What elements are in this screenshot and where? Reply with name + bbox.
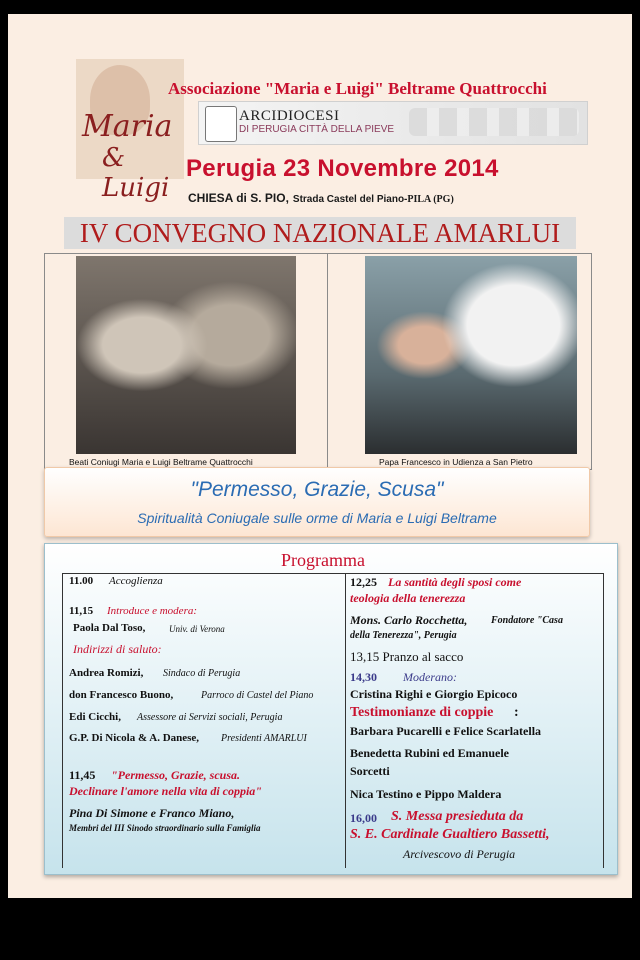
location-church: CHIESA di S. PIO, xyxy=(188,191,289,205)
program-top-rule xyxy=(63,573,603,574)
moderators-names xyxy=(350,687,517,702)
moderator-role: Univ. di Verona xyxy=(169,624,225,634)
arcidiocesi-title: ARCIDIOCESI xyxy=(239,108,340,124)
association-logo xyxy=(76,59,184,203)
greeting-2-role: Parroco di Castel del Piano xyxy=(201,690,314,701)
right-t2-label: Moderano: xyxy=(403,670,457,684)
left-t3-title-2: Declinare l'amore nella vita di coppia" xyxy=(69,784,262,798)
location-place: PILA (PG) xyxy=(407,194,454,205)
left-t1-time: 11.00 xyxy=(69,575,94,587)
association-name: Associazione "Maria e Luigi" Beltrame Quattrocchi xyxy=(168,79,547,98)
speakers-names: Pina Di Simone e Franco Miano, xyxy=(69,806,235,820)
speaker-name: Mons. Carlo Rocchetta, xyxy=(350,613,468,627)
convention-title: IV CONVEGNO NAZIONALE AMARLUI xyxy=(64,217,576,249)
greeting-1-role: Sindaco di Perugia xyxy=(163,668,241,679)
event-date: Perugia 23 Novembre 2014 xyxy=(186,155,499,182)
program-column-divider xyxy=(345,573,346,868)
speaker-role-2: della Tenerezza", Perugia xyxy=(350,630,457,641)
right-t1-time: 12,25 xyxy=(350,575,377,589)
right-t2-time: 14,30 xyxy=(350,670,377,684)
greetings-label: Indirizzi di saluto: xyxy=(73,642,162,656)
arcidiocesi-banner xyxy=(198,101,588,145)
logo-text-luigi: & Luigi xyxy=(102,143,170,203)
couple-photo-caption: Beati Coniugi Maria e Luigi Beltrame Quattrocchi xyxy=(69,457,253,467)
right-t3-time: 16,00 xyxy=(350,811,377,825)
diocese-seal-icon xyxy=(205,106,237,142)
cardinal-role: Arcivescovo di Perugia xyxy=(403,847,516,861)
left-t1-label: Accoglienza xyxy=(109,575,163,587)
couple-3: Nica Testino e Pippo Maldera xyxy=(350,787,502,801)
right-t1-title-2: teologia della tenerezza xyxy=(350,591,466,605)
greeting-4-role: Presidenti AMARLUI xyxy=(221,733,307,744)
greeting-3-name: Edi Cicchi, xyxy=(69,711,121,723)
pope-photo-caption: Papa Francesco in Udienza a San Pietro xyxy=(379,457,533,467)
motto-title: "Permesso, Grazie, Scusa" xyxy=(190,478,444,501)
greeting-4-name: G.P. Di Nicola & A. Danese, xyxy=(69,732,200,744)
motto-box xyxy=(44,467,590,537)
greeting-2-name: don Francesco Buono, xyxy=(69,689,174,701)
motto-subtitle: Spiritualità Coniugale sulle orme di Maria e Luigi Beltrame xyxy=(137,510,497,526)
photo-panel xyxy=(44,253,592,470)
moderator-name: Paola Dal Toso, xyxy=(73,622,146,634)
couple-2-line-1: Benedetta Rubini ed Emanuele xyxy=(350,746,510,760)
left-t3-title-1: "Permesso, Grazie, scusa. xyxy=(111,768,240,782)
photo-divider xyxy=(327,254,328,469)
testimony-label: Testimonianze di coppie xyxy=(350,705,494,720)
arcidiocesi-subtitle: DI PERUGIA CITTÀ DELLA PIEVE xyxy=(239,124,395,135)
pope-photo xyxy=(365,256,577,454)
speakers-role: Membri del III Sinodo straordinario sulla Famiglia xyxy=(69,823,261,833)
speaker-role-1: Fondatore "Casa xyxy=(491,615,563,626)
right-t1-title-1: La santità degli sposi come xyxy=(388,575,522,589)
couple-1: Barbara Pucarelli e Felice Scarlatella xyxy=(350,724,542,738)
logo-text-maria: Maria xyxy=(82,109,173,144)
program-grid xyxy=(62,573,604,868)
left-t3-time: 11,45 xyxy=(69,768,96,782)
city-skyline-decoration xyxy=(409,108,579,136)
couple-2-line-2: Sorcetti xyxy=(350,764,390,778)
cardinal-name: S. E. Cardinale Gualtiero Bassetti, xyxy=(350,827,550,842)
greeting-3-role: Assessore ai Servizi sociali, Perugia xyxy=(137,712,283,723)
moderators-text: Cristina Righi e Giorgio Epicoco xyxy=(350,687,518,701)
right-t3-title: S. Messa presieduta da xyxy=(391,809,524,824)
left-t2-time: 11,15 xyxy=(69,605,94,617)
left-t2-label: Introduce e modera: xyxy=(107,605,198,617)
greeting-1-name: Andrea Romizi, xyxy=(69,667,144,679)
testimony-colon: : xyxy=(514,705,519,720)
event-location xyxy=(188,189,454,207)
lunch-break: 13,15 Pranzo al sacco xyxy=(350,649,464,664)
program-box xyxy=(44,543,618,875)
couple-photo xyxy=(76,256,296,454)
program-title: Programma xyxy=(281,550,365,570)
location-street: Strada Castel del Piano- xyxy=(292,194,408,205)
